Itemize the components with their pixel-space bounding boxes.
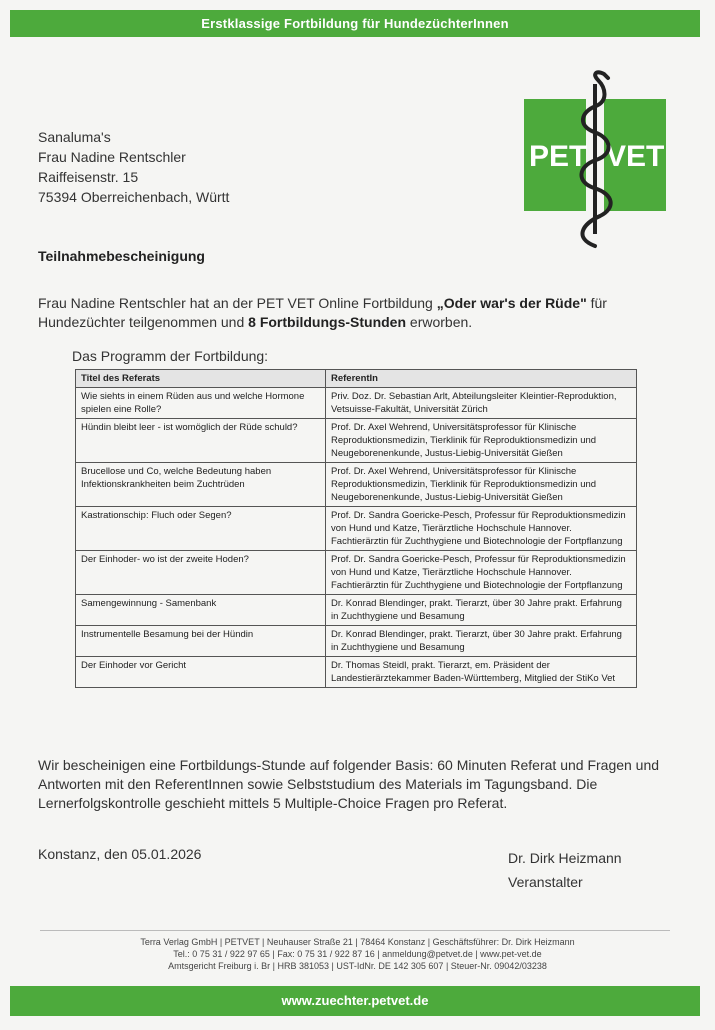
talk-speaker: Priv. Doz. Dr. Sebastian Arlt, Abteilungsleiter Kleintier-Reproduktion, Vetsuisse-Fakultät, Universität Zürich	[326, 388, 637, 419]
address-line: Frau Nadine Rentschler	[38, 149, 186, 165]
intro-text: Frau Nadine Rentschler hat an der PET VET Online Fortbildung	[38, 295, 437, 311]
certificate-heading: Teilnahmebescheinigung	[38, 248, 205, 264]
footer-line: Terra Verlag GmbH | PETVET | Neuhauser Straße 21 | 78464 Konstanz | Geschäftsführer: Dr. Dirk Heizmann	[140, 937, 575, 947]
recipient-address	[38, 127, 229, 207]
basis-paragraph: Wir bescheinigen eine Fortbildungs-Stunde auf folgender Basis: 60 Minuten Referat und Fragen und Antworten mit den ReferentInnen sowie Selbststudium des Materials im Tagungsband. Die Lernerfolgskontrolle geschieht mittels 5 Multiple-Choice Fragen pro Referat.	[38, 757, 660, 811]
course-title: „Oder war's der Rüde"	[436, 295, 587, 311]
address-line: 75394 Oberreichenbach, Württ	[38, 189, 230, 205]
talk-speaker: Dr. Thomas Steidl, prakt. Tierarzt, em. Präsident der Landestierärztekammer Baden-Württemberg, Mitglied der StiKo Vet	[326, 657, 637, 688]
footer-line: Tel.: 0 75 31 / 922 97 65 | Fax: 0 75 31 / 922 87 16 | anmeldung@petvet.de | www.pet-vet.de	[173, 949, 542, 959]
intro-paragraph	[38, 294, 678, 332]
program-label: Das Programm der Fortbildung:	[72, 348, 269, 364]
logo-text-right: VET	[606, 140, 665, 173]
table-row	[76, 507, 637, 551]
address-line: Raiffeisenstr. 15	[38, 169, 139, 185]
logo-text-left: PET	[529, 140, 588, 173]
footer	[0, 936, 715, 972]
signer-role: Veranstalter	[508, 874, 583, 890]
table-row	[76, 551, 637, 595]
petvet-logo	[524, 66, 669, 252]
talk-title: Kastrationschip: Fluch oder Segen?	[76, 507, 326, 551]
footer-divider	[40, 930, 670, 931]
table-row	[76, 657, 637, 688]
table-header-row	[76, 370, 637, 388]
talk-title: Instrumentelle Besamung bei der Hündin	[76, 626, 326, 657]
top-banner: Erstklassige Fortbildung für HundezüchterInnen	[10, 10, 700, 37]
talk-speaker: Dr. Konrad Blendinger, prakt. Tierarzt, über 30 Jahre prakt. Erfahrung in Zuchthygiene und Besamung	[326, 626, 637, 657]
credit-hours: 8 Fortbildungs-Stunden	[248, 314, 407, 330]
talk-speaker: Dr. Konrad Blendinger, prakt. Tierarzt, über 30 Jahre prakt. Erfahrung in Zuchthygiene und Besamung	[326, 595, 637, 626]
place-date: Konstanz, den 05.01.2026	[38, 846, 202, 862]
talk-speaker: Prof. Dr. Axel Wehrend, Universitätsprofessor für Klinische Reproduktionsmedizin, Tierklinik für Reproduktionsmedizin und Neugeborenenkunde, Justus-Liebig-Universität Gießen	[326, 419, 637, 463]
talk-title: Der Einhoder- wo ist der zweite Hoden?	[76, 551, 326, 595]
signer-name: Dr. Dirk Heizmann	[508, 850, 622, 866]
talk-title: Brucellose und Co, welche Bedeutung haben Infektionskrankheiten beim Zuchtrüden	[76, 463, 326, 507]
talk-speaker: Prof. Dr. Sandra Goericke-Pesch, Professur für Reproduktionsmedizin von Hund und Katze, Tierärztliche Hochschule Hannover. Fachtierärztin für Zuchthygiene und Biotechnologie der Fortpflanzung	[326, 507, 637, 551]
talk-title: Samengewinnung - Samenbank	[76, 595, 326, 626]
talk-title: Hündin bleibt leer - ist womöglich der Rüde schuld?	[76, 419, 326, 463]
talk-title: Der Einhoder vor Gericht	[76, 657, 326, 688]
address-line: Sanaluma's	[38, 129, 111, 145]
column-header-title: Titel des Referats	[76, 370, 326, 388]
talk-speaker: Prof. Dr. Axel Wehrend, Universitätsprofessor für Klinische Reproduktionsmedizin, Tierklinik für Reproduktionsmedizin und Neugeborenenkunde, Justus-Liebig-Universität Gießen	[326, 463, 637, 507]
intro-text: erworben.	[406, 314, 473, 330]
table-row	[76, 419, 637, 463]
talk-speaker: Prof. Dr. Sandra Goericke-Pesch, Professur für Reproduktionsmedizin von Hund und Katze, Tierärztliche Hochschule Hannover. Fachtierärztin für Zuchthygiene und Biotechnologie der Fortpflanzung	[326, 551, 637, 595]
table-row	[76, 463, 637, 507]
table-row	[76, 626, 637, 657]
talk-title: Wie siehts in einem Rüden aus und welche Hormone spielen eine Rolle?	[76, 388, 326, 419]
bottom-banner-link[interactable]: www.zuechter.petvet.de	[10, 986, 700, 1016]
table-row	[76, 595, 637, 626]
column-header-speaker: ReferentIn	[326, 370, 637, 388]
program-table	[75, 369, 637, 688]
footer-line: Amtsgericht Freiburg i. Br | HRB 381053 | UST-IdNr. DE 142 305 607 | Steuer-Nr. 09042/03238	[168, 961, 547, 971]
table-row	[76, 388, 637, 419]
intro-text: für Hundezüchter teilgenommen und	[38, 295, 607, 330]
petvet-logo-graphic	[524, 66, 669, 252]
signature-block	[508, 846, 622, 894]
